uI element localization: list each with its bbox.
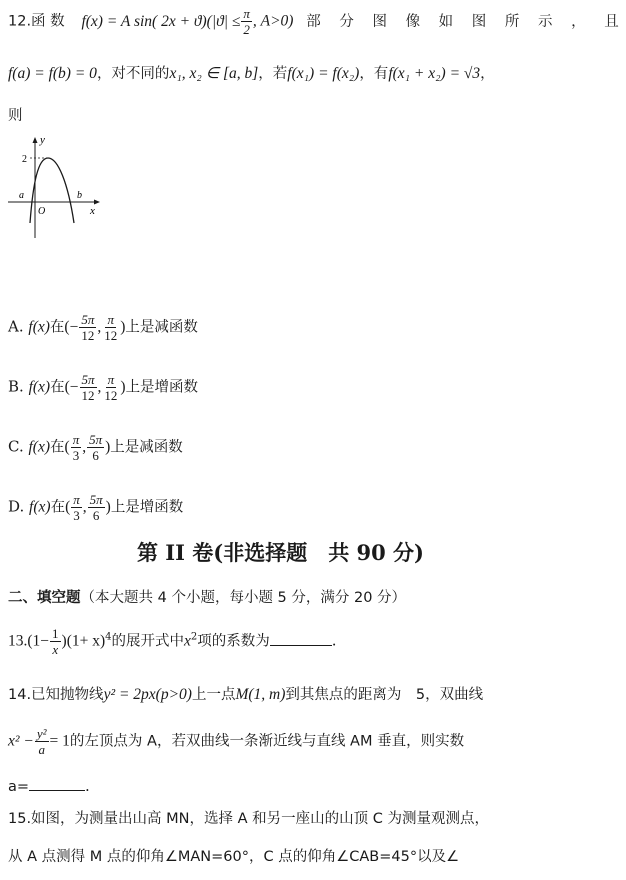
option-d[interactable] bbox=[8, 492, 183, 523]
q13-x: x bbox=[184, 632, 191, 650]
option-letter: A. bbox=[8, 317, 24, 336]
q12-line2 bbox=[8, 62, 495, 83]
option-left-bound: $\frac{\pi}{3}$ bbox=[72, 432, 80, 463]
option-close: ) bbox=[105, 438, 111, 456]
part2-heading bbox=[8, 586, 406, 607]
option-text: 上是减函数 bbox=[125, 319, 198, 336]
option-close: ) bbox=[105, 498, 111, 516]
q13-line bbox=[8, 626, 337, 657]
x-axis-arrow bbox=[94, 200, 100, 205]
a-label: a bbox=[19, 190, 24, 201]
q15-line1 bbox=[8, 807, 489, 828]
q13-answer-blank[interactable] bbox=[270, 631, 332, 646]
x-label: x bbox=[90, 205, 95, 217]
option-sep: , bbox=[82, 438, 87, 456]
option-text: 上是增函数 bbox=[110, 499, 184, 516]
q14-text3: 到其焦点的距离为 5，双曲线 bbox=[285, 687, 484, 703]
q12-a-condition: , A>0) bbox=[252, 12, 294, 30]
option-c[interactable] bbox=[8, 432, 183, 463]
option-sep: , bbox=[97, 318, 102, 336]
b-label: b bbox=[77, 190, 82, 201]
q15-text2: 从 A 点测得 M 点的仰角∠MAN=60°，C 点的仰角∠CAB=45°以及∠ bbox=[8, 849, 460, 865]
option-a[interactable] bbox=[8, 312, 198, 343]
option-close: ) bbox=[120, 318, 126, 336]
option-zai: 在 bbox=[49, 319, 65, 336]
q13-prefix: 13.(1− bbox=[8, 632, 50, 650]
q13-exp: 4 bbox=[105, 631, 112, 643]
option-close: ) bbox=[120, 378, 126, 396]
q14-text4: 的左顶点为 A，若双曲线一条渐近线与直线 AM 垂直，则实数 bbox=[69, 733, 465, 750]
option-fx: f(x) bbox=[28, 438, 51, 456]
q12-zero-condition: f(a) = f(b) = 0 bbox=[8, 65, 97, 82]
q12-line1 bbox=[8, 6, 626, 37]
q14-hyperbola-end: = 1 bbox=[49, 732, 70, 750]
option-fx: f(x) bbox=[28, 378, 51, 396]
q14-fraction: $\frac{\text{y²}}{a}$ bbox=[36, 726, 47, 757]
y-axis-arrow bbox=[33, 137, 38, 143]
q13-text: 的展开式中 bbox=[111, 633, 185, 650]
y-label: y bbox=[40, 134, 45, 146]
q12-function-def: f(x) = A sin( 2x + ϑ)(|ϑ| ≤ bbox=[81, 12, 241, 30]
option-right-bound: $\frac{\pi}{12}$ bbox=[104, 372, 118, 403]
q12-text: ，若 bbox=[258, 66, 288, 82]
part2-title: 二、填空题 bbox=[8, 590, 81, 606]
q14-parabola: y² = 2px(p>0) bbox=[103, 686, 192, 703]
q12-line3 bbox=[8, 104, 23, 125]
option-right-bound: $\frac{5\pi}{6}$ bbox=[89, 492, 103, 523]
q13-text2: 项的系数为 bbox=[197, 633, 270, 650]
q12-number: 12.函 数 bbox=[8, 13, 65, 30]
q15-text1: 15.如图，为测量出山高 MN，选择 A 和另一座山的山顶 C 为测量观测点， bbox=[8, 811, 490, 827]
q12-text: ，有 bbox=[359, 66, 389, 82]
q14-end: . bbox=[85, 777, 90, 795]
option-letter: B. bbox=[8, 377, 24, 396]
section-title: 第 II 卷(非选择题 共 90 分) bbox=[137, 540, 424, 565]
option-open: (− bbox=[64, 378, 79, 396]
tick-2-label: 2 bbox=[22, 154, 27, 165]
q13-fraction: $\frac{1}{x}$ bbox=[52, 626, 59, 657]
q12-then: 则 bbox=[8, 108, 23, 124]
q12-sum-value: f(x₁ + x₂) = √3 bbox=[388, 65, 481, 82]
option-left-bound: $\frac{\pi}{3}$ bbox=[73, 492, 80, 523]
option-fx: f(x) bbox=[29, 498, 51, 516]
option-sep: , bbox=[97, 378, 102, 396]
q12-interval: x₁, x₂ ∈ [a, b] bbox=[169, 65, 259, 82]
q13-mid: )(1+ x) bbox=[61, 632, 106, 650]
q14-a-label: a= bbox=[8, 779, 30, 795]
option-open: ( bbox=[64, 438, 70, 456]
q13-end: . bbox=[331, 631, 337, 650]
q14-text2: 上一点 bbox=[191, 687, 236, 703]
option-left-bound: $\frac{5\pi}{12}$ bbox=[81, 312, 95, 343]
option-zai: 在 bbox=[50, 379, 65, 396]
q12-graph bbox=[8, 128, 103, 240]
option-letter: D. bbox=[8, 497, 25, 516]
q12-equal-values: f(x₁) = f(x₂) bbox=[287, 65, 360, 82]
option-zai: 在 bbox=[50, 499, 66, 516]
option-b[interactable] bbox=[8, 372, 198, 403]
q14-hyperbola-start: x² − bbox=[8, 732, 34, 750]
q12-line1-suffix: 部 分 图 像 如 图 所 示 ， 且 bbox=[306, 13, 626, 30]
q15-line2 bbox=[8, 845, 459, 866]
option-zai: 在 bbox=[50, 439, 65, 456]
option-open: ( bbox=[65, 498, 71, 516]
q14-point-m: M(1, m) bbox=[235, 686, 286, 703]
q13-x-exp: 2 bbox=[190, 631, 198, 643]
option-text: 上是增函数 bbox=[125, 379, 199, 396]
option-right-bound: $\frac{\pi}{12}$ bbox=[104, 312, 118, 343]
option-letter: C. bbox=[8, 437, 24, 456]
option-sep: , bbox=[82, 498, 87, 516]
q14-line2 bbox=[8, 726, 464, 757]
option-text: 上是减函数 bbox=[110, 439, 183, 456]
origin-label: O bbox=[38, 206, 46, 217]
option-fx: f(x) bbox=[28, 318, 50, 336]
q14-text1: 14.已知抛物线 bbox=[8, 687, 104, 703]
q14-line1 bbox=[8, 683, 483, 704]
q12-text: ， bbox=[480, 66, 495, 82]
q12-text: ，对不同的 bbox=[96, 66, 170, 82]
part2-note: （本大题共 4 个小题，每小题 5 分，满分 20 分） bbox=[80, 590, 407, 606]
q14-answer-blank[interactable] bbox=[29, 776, 85, 791]
option-open: (− bbox=[64, 318, 79, 336]
sine-curve bbox=[30, 158, 74, 223]
option-right-bound: $\frac{5\pi}{6}$ bbox=[89, 432, 103, 463]
q12-phi-bound: $\frac{\pi}{2}$ bbox=[243, 6, 250, 37]
q14-line3 bbox=[8, 776, 90, 795]
option-left-bound: $\frac{5\pi}{12}$ bbox=[81, 372, 95, 403]
